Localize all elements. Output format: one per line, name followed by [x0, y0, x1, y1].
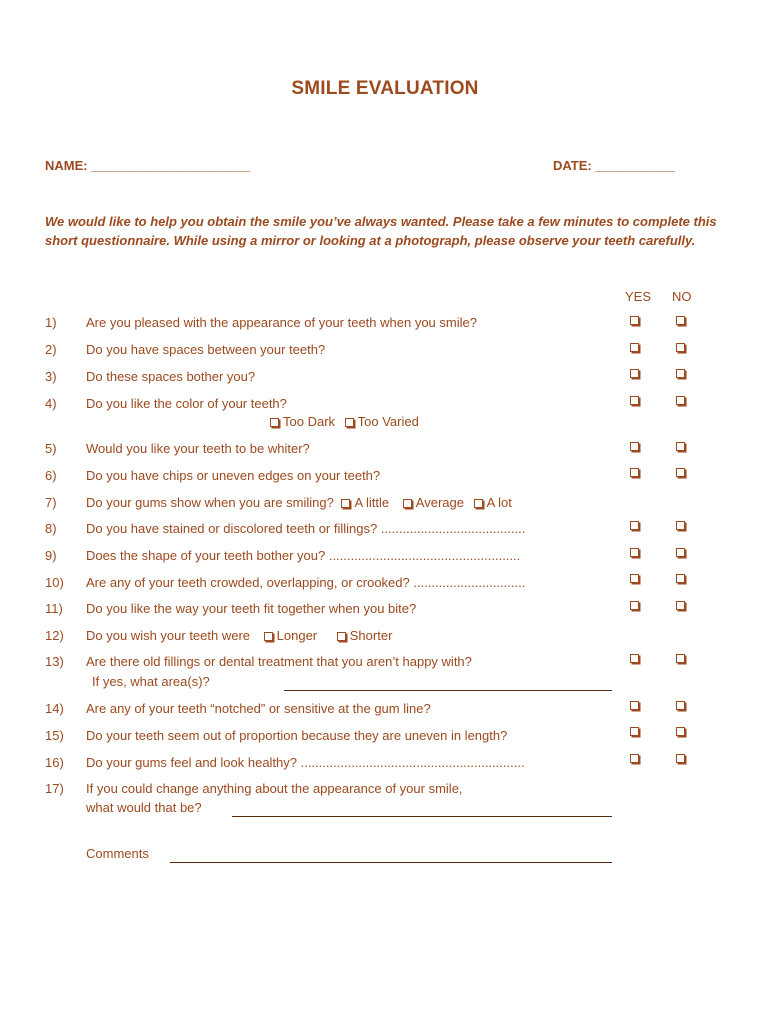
- a-little-label: A little: [354, 495, 390, 510]
- question-number: 14): [45, 701, 64, 716]
- yes-checkbox[interactable]: [630, 654, 639, 663]
- too-varied-checkbox[interactable]: [345, 418, 354, 427]
- question-text: Do you wish your teeth were: [86, 628, 251, 643]
- date-field-label[interactable]: DATE: ___________: [553, 158, 675, 173]
- too-dark-label: Too Dark: [283, 414, 336, 429]
- question-text: Do these spaces bother you?: [86, 369, 256, 384]
- no-checkbox[interactable]: [676, 754, 685, 763]
- question-text: Are any of your teeth crowded, overlapping, or crooked? ...............................: [86, 575, 526, 590]
- question-text: If you could change anything about the appearance of your smile,: [86, 781, 463, 796]
- question-number: 10): [45, 575, 64, 590]
- shorter-checkbox[interactable]: [337, 632, 346, 641]
- question-text: Do you have stained or discolored teeth or fillings? ........................................: [86, 521, 526, 536]
- question-text: Do you like the color of your teeth?: [86, 396, 287, 411]
- question-row-7: [86, 495, 512, 510]
- question-number: 4): [45, 396, 57, 411]
- question-number: 12): [45, 628, 64, 643]
- question-number: 3): [45, 369, 57, 384]
- too-varied-label: Too Varied: [357, 414, 419, 429]
- intro-paragraph: We would like to help you obtain the smile you’ve always wanted. Please take a few minutes to complete this short questionnaire. While using a mirror or looking at a photograph, please observe your teeth carefully.: [45, 214, 717, 248]
- no-checkbox[interactable]: [676, 343, 685, 352]
- question-number: 7): [45, 495, 57, 510]
- no-checkbox[interactable]: [676, 396, 685, 405]
- no-checkbox[interactable]: [676, 574, 685, 583]
- question-number: 1): [45, 315, 57, 330]
- a-lot-checkbox[interactable]: [474, 499, 483, 508]
- question-number: 2): [45, 342, 57, 357]
- a-lot-label: A lot: [486, 495, 512, 510]
- yes-checkbox[interactable]: [630, 442, 639, 451]
- question-number: 11): [45, 601, 63, 616]
- yes-checkbox[interactable]: [630, 727, 639, 736]
- yes-checkbox[interactable]: [630, 316, 639, 325]
- q17-followup-label: what would that be?: [86, 800, 202, 815]
- shorter-label: Shorter: [349, 628, 393, 643]
- comments-label: Comments: [86, 846, 149, 861]
- yes-checkbox[interactable]: [630, 601, 639, 610]
- q17-answer-line[interactable]: [232, 816, 612, 817]
- no-column-header: NO: [672, 289, 692, 304]
- question-number: 8): [45, 521, 57, 536]
- average-checkbox[interactable]: [403, 499, 412, 508]
- no-checkbox[interactable]: [676, 654, 685, 663]
- question-text: Do you like the way your teeth fit together when you bite?: [86, 601, 417, 616]
- question-number: 9): [45, 548, 57, 563]
- yes-checkbox[interactable]: [630, 369, 639, 378]
- page-title: SMILE EVALUATION: [291, 78, 479, 99]
- yes-checkbox[interactable]: [630, 521, 639, 530]
- yes-column-header: YES: [625, 289, 652, 304]
- yes-checkbox[interactable]: [630, 396, 639, 405]
- question-text: Are there old fillings or dental treatment that you aren’t happy with?: [86, 654, 472, 669]
- no-checkbox[interactable]: [676, 442, 685, 451]
- question-number: 16): [45, 755, 64, 770]
- no-checkbox[interactable]: [676, 727, 685, 736]
- yes-checkbox[interactable]: [630, 754, 639, 763]
- question-text: Do your gums show when you are smiling?: [86, 495, 334, 510]
- q4-options: [270, 414, 419, 429]
- too-dark-checkbox[interactable]: [270, 418, 279, 427]
- longer-label: Longer: [276, 628, 318, 643]
- no-checkbox[interactable]: [676, 701, 685, 710]
- yes-checkbox[interactable]: [630, 548, 639, 557]
- no-checkbox[interactable]: [676, 548, 685, 557]
- question-number: 17): [45, 781, 64, 796]
- question-text: Do you have chips or uneven edges on your teeth?: [86, 468, 381, 483]
- no-checkbox[interactable]: [676, 468, 685, 477]
- question-text: Does the shape of your teeth bother you? .....................................................: [86, 548, 521, 563]
- no-checkbox[interactable]: [676, 521, 685, 530]
- yes-checkbox[interactable]: [630, 343, 639, 352]
- question-text: Are any of your teeth “notched” or sensitive at the gum line?: [86, 701, 431, 716]
- question-number: 15): [45, 728, 64, 743]
- yes-checkbox[interactable]: [630, 468, 639, 477]
- question-row-12: [86, 628, 392, 643]
- yes-checkbox[interactable]: [630, 574, 639, 583]
- comments-line[interactable]: [170, 862, 612, 863]
- no-checkbox[interactable]: [676, 601, 685, 610]
- question-text: Do your gums feel and look healthy? ..............................................................: [86, 755, 525, 770]
- question-number: 13): [45, 654, 64, 669]
- question-text: Are you pleased with the appearance of your teeth when you smile?: [86, 315, 477, 330]
- no-checkbox[interactable]: [676, 369, 685, 378]
- q13-answer-line[interactable]: [284, 690, 612, 691]
- question-text: Do your teeth seem out of proportion because they are uneven in length?: [86, 728, 508, 743]
- question-text: Would you like your teeth to be whiter?: [86, 441, 310, 456]
- name-field-label[interactable]: NAME: ______________________: [45, 158, 251, 173]
- question-number: 5): [45, 441, 57, 456]
- yes-checkbox[interactable]: [630, 701, 639, 710]
- a-little-checkbox[interactable]: [341, 499, 350, 508]
- average-label: Average: [415, 495, 464, 510]
- longer-checkbox[interactable]: [264, 632, 273, 641]
- q13-followup-label: If yes, what area(s)?: [92, 674, 210, 689]
- question-number: 6): [45, 468, 57, 483]
- question-text: Do you have spaces between your teeth?: [86, 342, 326, 357]
- no-checkbox[interactable]: [676, 316, 685, 325]
